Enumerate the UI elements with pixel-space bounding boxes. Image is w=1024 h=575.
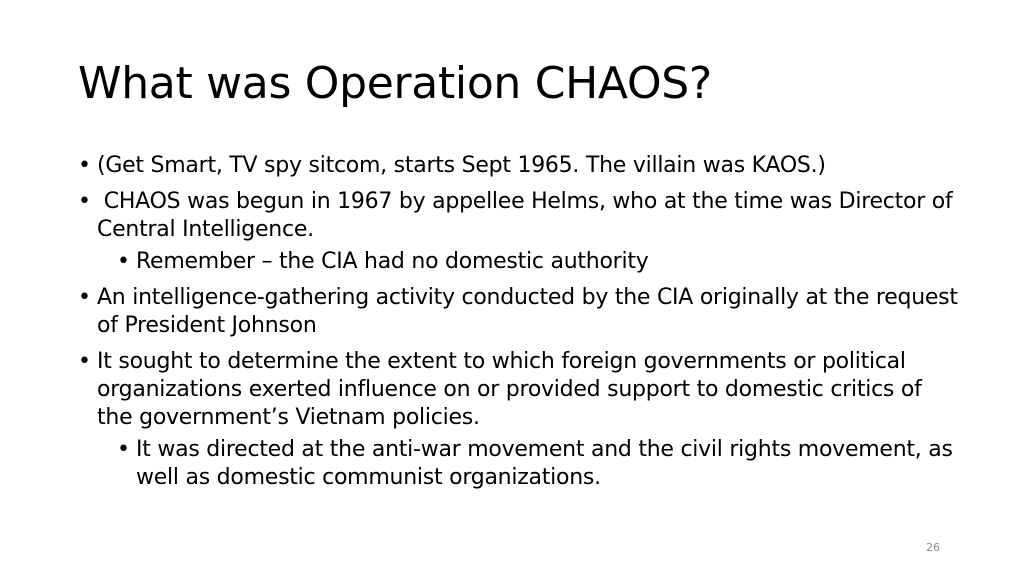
bullet-marker: • [78,189,91,214]
bullet-text: It was directed at the anti-war movement and the civil rights movement, as well as domestic communist organizations. [136,437,953,490]
bullet-item [78,152,958,180]
bullet-item [78,188,958,244]
bullet-text: CHAOS was begun in 1967 by appellee Helms, who at the time was Director of Central Intelligence. [97,189,960,242]
bullet-text: (Get Smart, TV spy sitcom, starts Sept 1965. The villain was KAOS.) [97,153,826,178]
bullet-marker: • [78,285,91,310]
bullet-list [78,152,958,500]
bullet-marker: • [78,349,91,374]
bullet-marker: • [78,153,91,178]
sub-bullet-item [117,248,958,276]
bullet-text: It sought to determine the extent to which foreign governments or political organizations exerted influence on or provided support to domestic critics of the government’s Vietnam policies. [97,349,922,430]
bullet-item [78,284,958,340]
page-number: 26 [926,541,940,554]
bullet-item [78,348,958,432]
sub-bullet-item [117,436,958,492]
slide-title: What was Operation CHAOS? [78,58,712,109]
bullet-marker: • [117,437,130,462]
bullet-marker: • [117,249,130,274]
bullet-text: An intelligence-gathering activity conducted by the CIA originally at the request of President Johnson [97,285,958,338]
bullet-text: Remember – the CIA had no domestic authority [136,249,649,274]
